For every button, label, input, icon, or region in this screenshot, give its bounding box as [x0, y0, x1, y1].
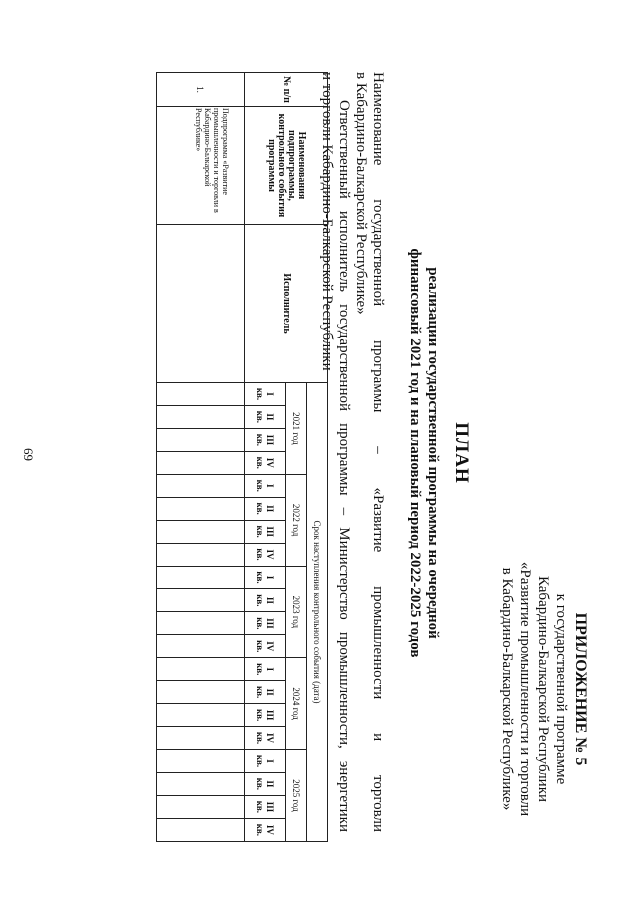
quarter-cell: I кв.: [245, 474, 286, 497]
empty-cell: [157, 658, 245, 681]
empty-cell: [157, 543, 245, 566]
executor-line-cont: и торговли Кабардино-Балкарской Республики: [319, 72, 335, 371]
quarter-cell: II кв.: [245, 405, 286, 428]
header-year-2025: 2025 год: [286, 750, 307, 842]
appendix-block: [498, 514, 590, 864]
header-name: Наименования подпрограммы, контрольного события программы: [245, 107, 328, 225]
empty-cell: [157, 635, 245, 658]
appendix-line: к государственной программе: [553, 593, 569, 785]
plan-title: ПЛАН: [451, 422, 472, 484]
appendix-line: «Развитие промышленности и торговли: [517, 561, 533, 817]
header-year-2024: 2024 год: [286, 658, 307, 750]
appendix-line: Кабардино-Балкарской Республики: [535, 575, 551, 803]
quarter-cell: IV кв.: [245, 543, 286, 566]
program-description: [318, 72, 386, 832]
plan-heading: [406, 28, 472, 878]
empty-cell: [157, 818, 245, 841]
quarter-cell: II кв.: [245, 589, 286, 612]
empty-cell: [157, 451, 245, 474]
plan-subtitle-line: финансовый 2021 год и на плановый период 2022-2025 годов: [407, 248, 423, 658]
control-events-table: [156, 72, 328, 842]
quarter-cell: II кв.: [245, 772, 286, 795]
header-year-2023: 2023 год: [286, 566, 307, 658]
quarter-cell: I кв.: [245, 566, 286, 589]
program-name-line-cont: в Кабардино-Балкарской Республике»: [353, 72, 369, 315]
empty-cell: [157, 750, 245, 773]
quarter-cell: III кв.: [245, 428, 286, 451]
executor-line: Ответственный исполнитель государственной программы – Министерство промышленности, энергетики: [336, 100, 352, 832]
empty-cell: [157, 681, 245, 704]
header-year-2021: 2021 год: [286, 383, 307, 475]
quarter-cell: IV кв.: [245, 727, 286, 750]
table-row: [157, 73, 245, 842]
empty-cell: [157, 405, 245, 428]
plan-subtitle: [406, 28, 442, 878]
empty-cell: [157, 704, 245, 727]
quarter-cell: III кв.: [245, 795, 286, 818]
empty-cell: [157, 772, 245, 795]
appendix-title: ПРИЛОЖЕНИЕ № 5: [572, 612, 589, 766]
page-number: 69: [21, 448, 36, 461]
empty-cell: [157, 520, 245, 543]
empty-cell: [157, 428, 245, 451]
plan-subtitle-line: реализации государственной программы на очередной: [425, 267, 441, 639]
row-executor: [157, 225, 245, 383]
row-number: 1.: [157, 73, 245, 107]
quarter-cell: I кв.: [245, 658, 286, 681]
empty-cell: [157, 566, 245, 589]
empty-cell: [157, 497, 245, 520]
quarter-cell: IV кв.: [245, 635, 286, 658]
header-year-2022: 2022 год: [286, 474, 307, 566]
quarter-cell: I кв.: [245, 383, 286, 406]
quarter-cell: II кв.: [245, 497, 286, 520]
empty-cell: [157, 727, 245, 750]
empty-cell: [157, 612, 245, 635]
empty-cell: [157, 474, 245, 497]
quarter-cell: IV кв.: [245, 818, 286, 841]
header-deadline: Срок наступления контрольного события (дата): [307, 383, 328, 842]
quarter-cell: III кв.: [245, 704, 286, 727]
empty-cell: [157, 383, 245, 406]
rotated-landscape-page: [10, 28, 590, 878]
quarter-cell: III кв.: [245, 520, 286, 543]
empty-cell: [157, 795, 245, 818]
program-name-line: Наименование государственной программы – «Развитие промышленности и торговли: [370, 72, 386, 832]
row-subprogram-name: Подпрограмма «Развитие промышленности и торговли в Кабардино-Балкарской Республике»: [157, 107, 245, 225]
quarter-cell: I кв.: [245, 750, 286, 773]
header-number: № п/п: [245, 73, 328, 107]
header-executor: Исполнитель: [245, 225, 328, 383]
empty-cell: [157, 589, 245, 612]
quarter-cell: II кв.: [245, 681, 286, 704]
quarter-cell: IV кв.: [245, 451, 286, 474]
appendix-line: в Кабардино-Балкарской Республике»: [499, 567, 515, 811]
quarter-cell: III кв.: [245, 612, 286, 635]
